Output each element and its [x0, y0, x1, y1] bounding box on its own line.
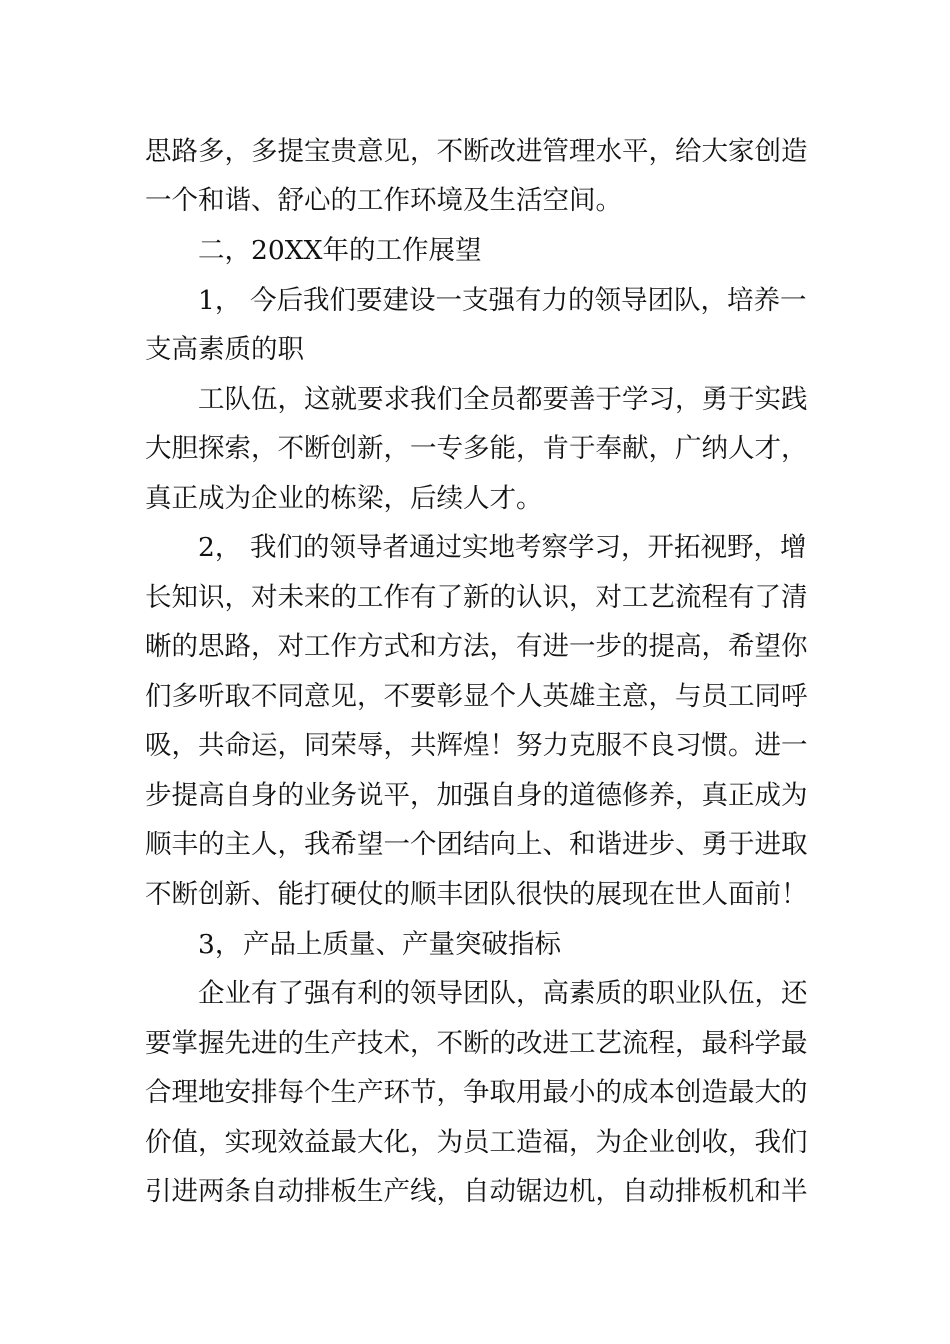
paragraph-line: 吸，共命运，同荣辱，共辉煌！努力克服不良习惯。进一 [145, 730, 808, 761]
paragraph-line: 一个和谐、舒心的工作环境及生活空间。 [145, 185, 622, 216]
paragraph-line: 思路多，多提宝贵意见，不断改进管理水平，给大家创造 [145, 136, 808, 167]
paragraph-line: 顺丰的主人，我希望一个团结向上、和谐进步、勇于进取 [145, 829, 808, 860]
paragraph-line: 企业有了强有利的领导团队，高素质的职业队伍，还 [198, 978, 808, 1009]
paragraph-line: 支高素质的职 [145, 334, 304, 365]
paragraph-line: 大胆探索，不断创新，一专多能，肯于奉献，广纳人才， [145, 433, 808, 464]
paragraph-line: 真正成为企业的栋梁，后续人才。 [145, 483, 543, 514]
numbered-item-3 [198, 925, 878, 965]
paragraph-line: 引进两条自动排板生产线，自动锯边机，自动排板机和半 [145, 1176, 808, 1207]
item-number: 1， [198, 285, 242, 316]
numbered-item-2 [198, 528, 878, 568]
item-number: 2， [198, 532, 242, 563]
paragraph-line: 长知识，对未来的工作有了新的认识，对工艺流程有了清 [145, 582, 808, 613]
item-text: 我们的领导者通过实地考察学习，开拓视野，增 [250, 532, 807, 563]
paragraph-line: 晰的思路，对工作方式和方法，有进一步的提高，希望你 [145, 631, 808, 662]
paragraph-line: 价值，实现效益最大化，为员工造福，为企业创收，我们 [145, 1127, 808, 1158]
numbered-item-1 [198, 281, 878, 321]
item-text: 今后我们要建设一支强有力的领导团队，培养一 [250, 285, 807, 316]
section-heading: 二，20XX年的工作展望 [198, 235, 482, 266]
paragraph-line: 不断创新、能打硬仗的顺丰团队很快的展现在世人面前！ [145, 879, 808, 910]
paragraph-line: 工队伍，这就要求我们全员都要善于学习，勇于实践 [198, 384, 808, 415]
paragraph-line: 步提高自身的业务说平，加强自身的道德修养，真正成为 [145, 780, 808, 811]
paragraph-line: 合理地安排每个生产环节，争取用最小的成本创造最大的 [145, 1077, 808, 1108]
item-number: 3， [198, 929, 242, 960]
item-text: 产品上质量、产量突破指标 [243, 929, 561, 960]
paragraph-line: 要掌握先进的生产技术，不断的改进工艺流程，最科学最 [145, 1028, 808, 1059]
paragraph-line: 们多听取不同意见，不要彰显个人英雄主意，与员工同呼 [145, 681, 808, 712]
